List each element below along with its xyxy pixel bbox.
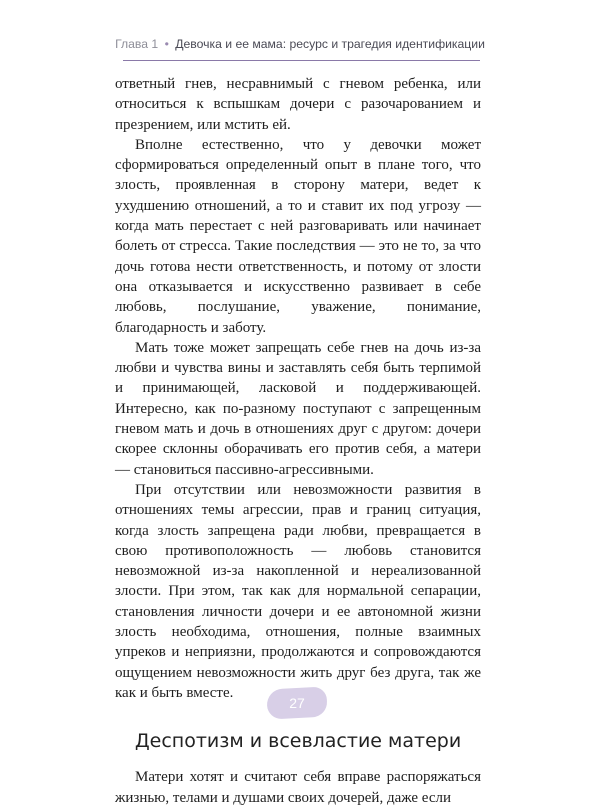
chapter-label: Глава 1 bbox=[115, 37, 159, 51]
paragraph: При отсутствии или невозможности развития в отношениях темы агрессии, прав и границ ситуация, когда злость запрещена ради любви, превращается в свою противоположность — любовь становится невозможной из-за накопленной и нереализованной злости. При этом, так как для нормальной сепарации, становления личности дочери и ее автономной жизни злость необходима, отношения, полные взаимных упреков и неприязни, продолжаются и сопровождаются ощущением невозможности жить друг без друга, так же как и быть вместе. bbox=[115, 481, 481, 701]
chapter-title: Девочка и ее мама: ресурс и трагедия идентификации bbox=[175, 37, 485, 51]
header-divider bbox=[123, 60, 480, 61]
section-heading: Деспотизм и всевластие матери bbox=[134, 730, 462, 753]
paragraph: Мать тоже может запрещать себе гнев на дочь из-за любви и чувства вины и заставлять себя быть терпимой и принимающей, ласковой и поддерживающей. Интересно, как по-разному поступают с запрещенным гневом мать и дочь в отношениях друг с другом: дочери скорее склонны оборачивать его против себя, а матери — становиться пассивно-агрессивными. bbox=[115, 339, 481, 478]
paragraph-continued: ответный гнев, несравнимый с гневом ребенка, или относиться к вспышкам дочери с разочарованием и презрением, или мстить ей. bbox=[115, 76, 481, 133]
paragraph: Вполне естественно, что у девочки может сформироваться определенный опыт в плане того, что злость, проявленная в сторону матери, ведет к ухудшению отношений, а то и ставит их под угрозу — когда мать перестает с ней разговаривать или начинает болеть от стресса. Такие последствия — это не то, за что дочь готова нести ответственность, и потому от злости она отказывается и искусственно развивает в себе любовь, послушание, уважение, понимание, благодарность и заботу. bbox=[115, 136, 481, 336]
section-paragraph: Матери хотят и считают себя вправе распоряжаться жизнью, телами и душами своих дочерей, даже если bbox=[115, 769, 481, 806]
header-separator: • bbox=[164, 37, 169, 51]
page-number: 27 bbox=[289, 695, 305, 711]
running-header bbox=[115, 37, 485, 51]
